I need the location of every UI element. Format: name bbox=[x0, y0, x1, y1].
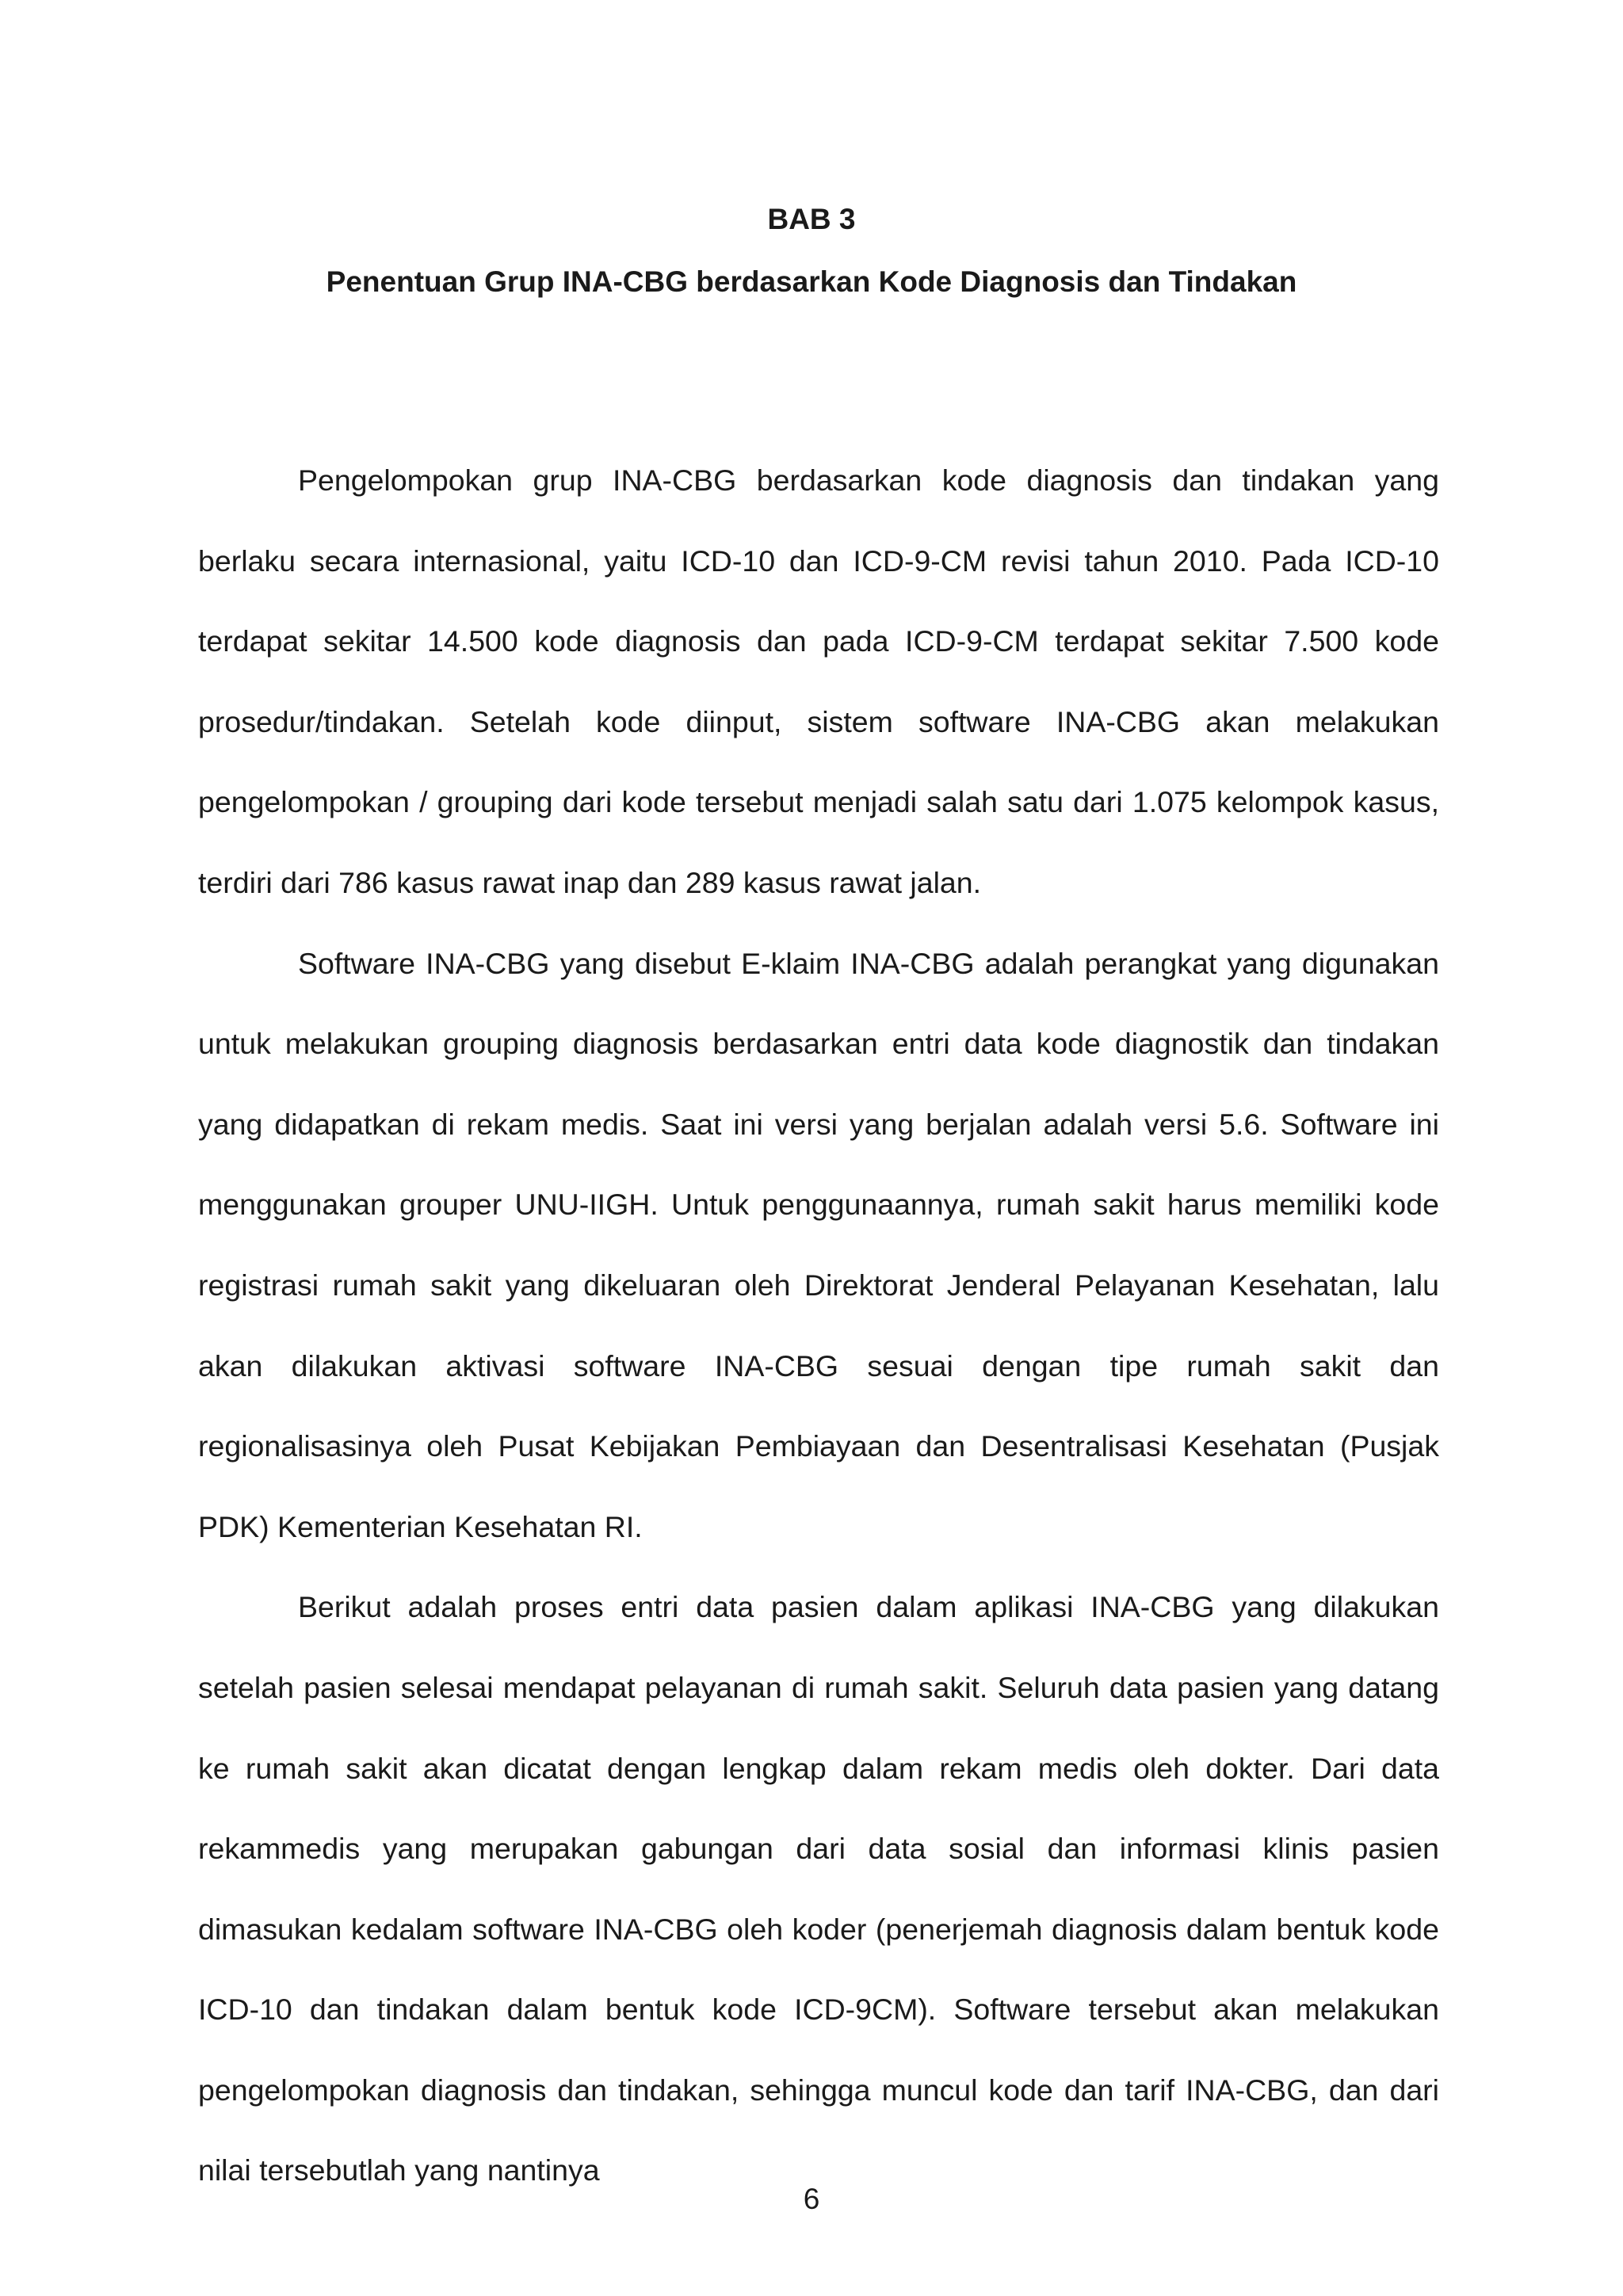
paragraph-3: Berikut adalah proses entri data pasien dalam aplikasi INA-CBG yang dilakukan setelah pasien selesai mendapat pelayanan di rumah sakit. Seluruh data pasien yang datang ke rumah sakit akan dicatat dengan lengkap dalam rekam medis oleh dokter. Dari data rekammedis yang merupakan gabungan dari data sosial dan informasi klinis pasien dimasukan kedalam software INA-CBG oleh koder (penerjemah diagnosis dalam bentuk kode ICD-10 dan tindakan dalam bentuk kode ICD-9CM). Software tersebut akan melakukan pengelompokan diagnosis dan tindakan, sehingga muncul kode dan tarif INA-CBG, dan dari nilai tersebutlah yang nantinya bbox=[198, 1590, 1439, 2187]
body-text bbox=[198, 441, 1439, 2211]
paragraph-2: Software INA-CBG yang disebut E-klaim INA-CBG adalah perangkat yang digunakan untuk melakukan grouping diagnosis berdasarkan entri data kode diagnostik dan tindakan yang didapatkan di rekam medis. Saat ini versi yang berjalan adalah versi 5.6. Software ini menggunakan grouper UNU-IIGH. Untuk penggunaannya, rumah sakit harus memiliki kode registrasi rumah sakit yang dikeluaran oleh Direktorat Jenderal Pelayanan Kesehatan, lalu akan dilakukan aktivasi software INA-CBG sesuai dengan tipe rumah sakit dan regionalisasinya oleh Pusat Kebijakan Pembiayaan dan Desentralisasi Kesehatan (Pusjak PDK) Kementerian Kesehatan RI. bbox=[198, 946, 1439, 1543]
page-number: 6 bbox=[803, 2183, 820, 2215]
chapter-label: BAB 3 bbox=[767, 203, 856, 235]
chapter-title: Penentuan Grup INA-CBG berdasarkan Kode Diagnosis dan Tindakan bbox=[326, 265, 1297, 298]
paragraph-1: Pengelompokan grup INA-CBG berdasarkan kode diagnosis dan tindakan yang berlaku secara internasional, yaitu ICD-10 dan ICD-9-CM revisi tahun 2010. Pada ICD-10 terdapat sekitar 14.500 kode diagnosis dan pada ICD-9-CM terdapat sekitar 7.500 kode prosedur/tindakan. Setelah kode diinput, sistem software INA-CBG akan melakukan pengelompokan / grouping dari kode tersebut menjadi salah satu dari 1.075 kelompok kasus, terdiri dari 786 kasus rawat inap dan 289 kasus rawat jalan. bbox=[198, 463, 1439, 899]
